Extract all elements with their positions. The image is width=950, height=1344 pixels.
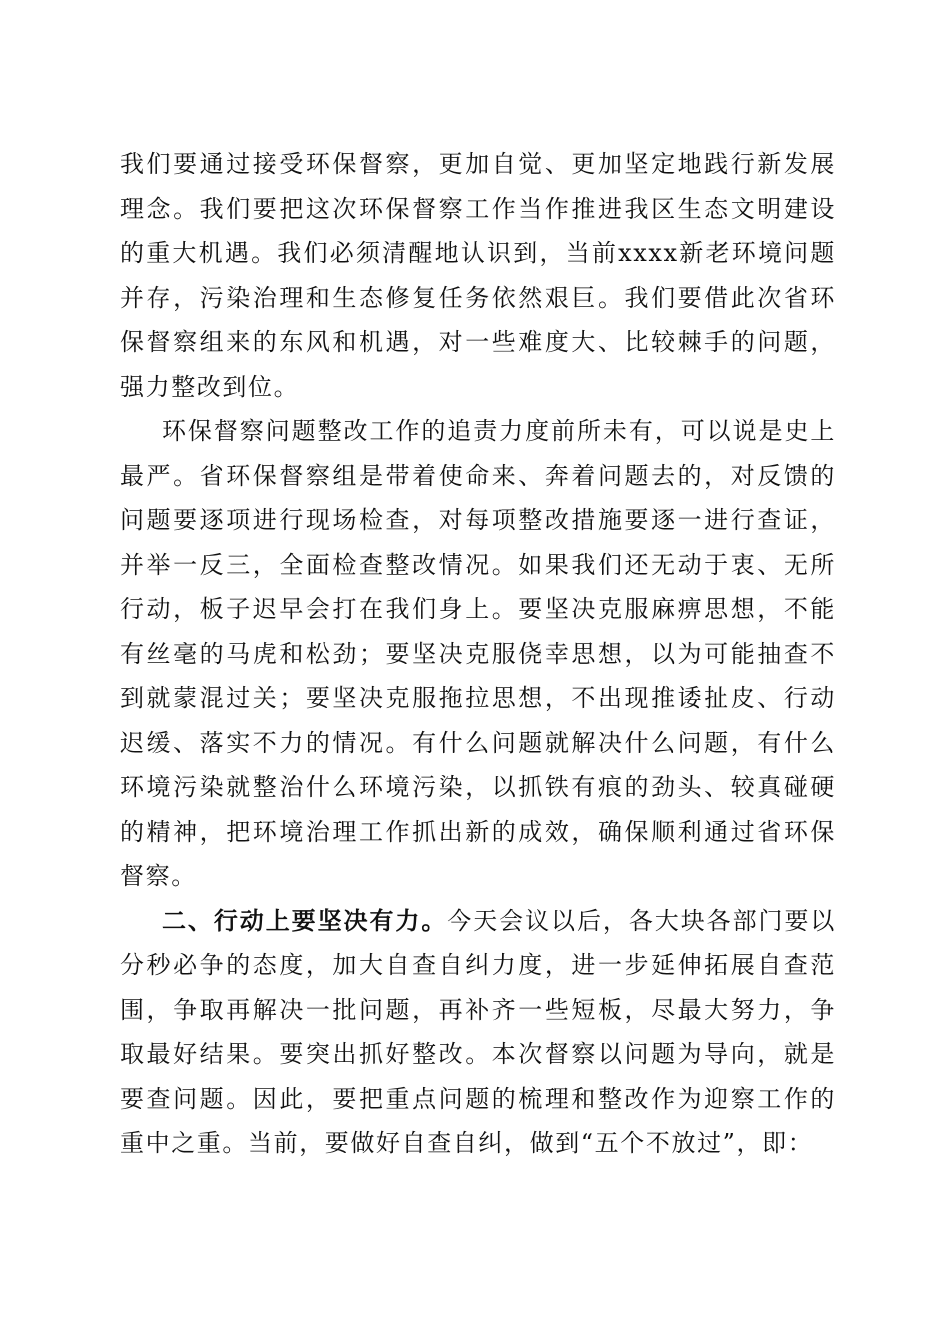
document-body (120, 142, 836, 1166)
paragraph-3 (120, 899, 836, 1166)
paragraph-2: 环保督察问题整改工作的追责力度前所未有，可以说是史上最严。省环保督察组是带着使命来、奔着问题去的，对反馈的问题要逐项进行现场检查，对每项整改措施要逐一进行查证，并举一反三，全面检查整改情况。如果我们还无动于衷、无所行动，板子迟早会打在我们身上。要坚决克服麻痹思想，不能有丝毫的马虎和松劲；要坚决克服侥幸思想，以为可能抽查不到就蒙混过关；要坚决克服拖拉思想，不出现推诿扯皮、行动迟缓、落实不力的情况。有什么问题就解决什么问题，有什么环境污染就整治什么环境污染，以抓铁有痕的劲头、较真碰硬的精神，把环境治理工作抓出新的成效，确保顺利通过省环保督察。 (120, 417, 836, 890)
paragraph-3-text: 今天会议以后，各大块各部门要以分秒必争的态度，加大自查自纠力度，进一步延伸拓展自查范围，争取再解决一批问题，再补齐一些短板，尽最大努力，争取最好结果。要突出抓好整改。本次督察以问题为导向，就是要查问题。因此，要把重点问题的梳理和整改作为迎察工作的重中之重。当前，要做好自查自纠，做到“五个不放过”，即： (120, 906, 836, 1157)
paragraph-1: 我们要通过接受环保督察，更加自觉、更加坚定地践行新发展理念。我们要把这次环保督察工作当作推进我区生态文明建设的重大机遇。我们必须清醒地认识到，当前xxxx新老环境问题并存，污染治理和生态修复任务依然艰巨。我们要借此次省环保督察组来的东风和机遇，对一些难度大、比较棘手的问题，强力整改到位。 (120, 150, 836, 401)
section-heading-2: 二、行动上要坚决有力。 (162, 905, 448, 935)
